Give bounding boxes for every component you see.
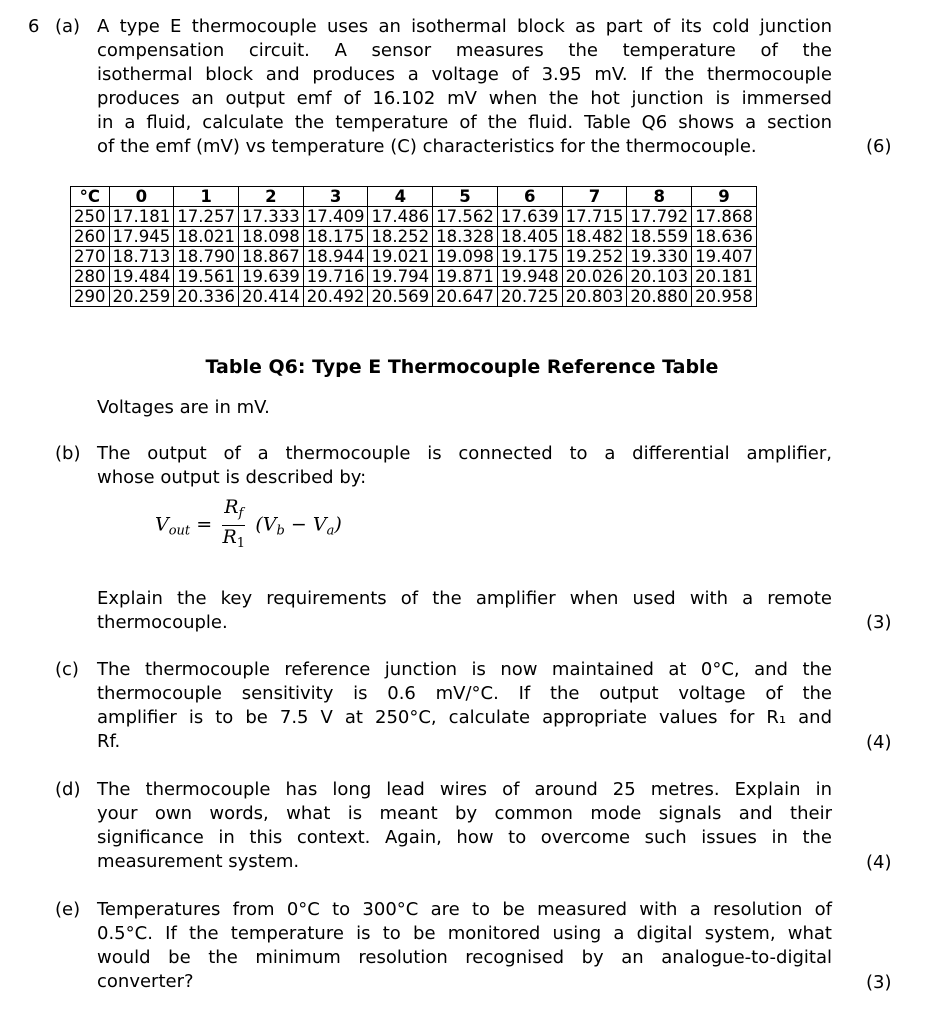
table-cell: 18.098 (238, 227, 303, 247)
part-b-explain-line: Explain the key requirements of the amplifier when used with a remote (97, 588, 832, 609)
eq-fraction (222, 496, 245, 555)
part-d-line: The thermocouple has long lead wires of around 25 metres. Explain in (97, 779, 832, 800)
table-cell: 18.867 (238, 247, 303, 267)
part-c-text (97, 658, 832, 754)
part-a-label: (a) (55, 16, 81, 37)
table-cell: 19.871 (433, 267, 498, 287)
table-header-cell: 8 (627, 187, 692, 207)
table-cell: 18.559 (627, 227, 692, 247)
part-a-line: produces an output emf of 16.102 mV when the hot junction is immersed (97, 88, 832, 109)
table-cell: 18.252 (368, 227, 433, 247)
table-cell: 20.803 (562, 287, 627, 307)
table-cell: 20.414 (238, 287, 303, 307)
table-cell: 20.103 (627, 267, 692, 287)
eq-rhs-sub-a: a (326, 523, 335, 539)
table-header-cell: 9 (692, 187, 757, 207)
table-row (71, 207, 757, 227)
table-cell: 19.561 (174, 267, 239, 287)
part-c-line: thermocouple sensitivity is 0.6 mV/°C. If the output voltage of the (97, 683, 832, 704)
eq-rhs-open: (V (255, 513, 277, 536)
part-e-marks: (3) (866, 972, 892, 993)
table-header-cell: 2 (238, 187, 303, 207)
part-b-text (97, 442, 832, 490)
table-temp-cell: 270 (71, 247, 110, 267)
part-a-line: of the emf (mV) vs temperature (C) characteristics for the thermocouple. (97, 136, 757, 157)
table-cell: 20.725 (497, 287, 562, 307)
part-d-text (97, 778, 832, 874)
part-c-line: amplifier is to be 7.5 V at 250°C, calculate appropriate values for R₁ and (97, 707, 832, 728)
part-c-line: Rf. (97, 731, 121, 752)
table-cell: 20.026 (562, 267, 627, 287)
eq-rhs-close: ) (334, 513, 342, 536)
table-cell: 17.409 (303, 207, 368, 227)
part-a-line: in a fluid, calculate the temperature of the fluid. Table Q6 shows a section (97, 112, 832, 133)
eq-num-sub: f (238, 506, 244, 521)
table-cell: 18.790 (174, 247, 239, 267)
part-d-line: measurement system. (97, 851, 300, 872)
table-caption: Table Q6: Type E Thermocouple Reference Table (205, 356, 719, 378)
part-a-line: A type E thermocouple uses an isothermal block as part of its cold junction (97, 16, 832, 37)
part-b-line: The output of a thermocouple is connected to a differential amplifier, (97, 443, 832, 464)
table-cell: 17.562 (433, 207, 498, 227)
part-e-label: (e) (55, 899, 81, 920)
table-cell: 18.328 (433, 227, 498, 247)
table-temp-cell: 290 (71, 287, 110, 307)
table-header-cell: 7 (562, 187, 627, 207)
table-cell: 17.945 (109, 227, 174, 247)
table-cell: 20.181 (692, 267, 757, 287)
table-cell: 18.713 (109, 247, 174, 267)
part-d-line: significance in this context. Again, how to overcome such issues in the (97, 827, 832, 848)
table-cell: 19.330 (627, 247, 692, 267)
part-e-text (97, 898, 832, 994)
part-c-marks: (4) (866, 732, 892, 753)
part-d-line: your own words, what is meant by common mode signals and their (97, 803, 832, 824)
table-temp-cell: 250 (71, 207, 110, 227)
eq-equals: = (196, 513, 213, 536)
table-cell: 18.405 (497, 227, 562, 247)
part-e-line: Temperatures from 0°C to 300°C are to be measured with a resolution of (97, 899, 832, 920)
part-c-line: The thermocouple reference junction is now maintained at 0°C, and the (97, 659, 832, 680)
table-header-row (71, 187, 757, 207)
table-cell: 19.175 (497, 247, 562, 267)
table-row (71, 227, 757, 247)
table-cell: 19.794 (368, 267, 433, 287)
eq-numerator (222, 496, 245, 526)
question-number: 6 (28, 16, 40, 37)
table-header-cell: 0 (109, 187, 174, 207)
table-body (71, 207, 757, 307)
table-cell: 17.181 (109, 207, 174, 227)
table-cell: 20.958 (692, 287, 757, 307)
table-cell: 18.944 (303, 247, 368, 267)
table-temp-cell: 260 (71, 227, 110, 247)
part-d-label: (d) (55, 779, 81, 800)
table-cell: 19.639 (238, 267, 303, 287)
part-e-line: 0.5°C. If the temperature is to be monitored using a digital system, what (97, 923, 832, 944)
table-cell: 20.647 (433, 287, 498, 307)
eq-denominator (222, 526, 245, 555)
table-header-cell: 5 (433, 187, 498, 207)
eq-lhs: V (155, 513, 169, 536)
part-b-line: whose output is described by: (97, 467, 367, 488)
part-b-label: (b) (55, 443, 81, 464)
table-header-cell: °C (71, 187, 110, 207)
eq-rhs-sub-b: b (276, 523, 285, 539)
table-cell: 17.486 (368, 207, 433, 227)
table-cell: 17.715 (562, 207, 627, 227)
part-a-line: compensation circuit. A sensor measures the temperature of the (97, 40, 832, 61)
table-cell: 19.407 (692, 247, 757, 267)
table-cell: 18.175 (303, 227, 368, 247)
table-row (71, 267, 757, 287)
table-header-cell: 3 (303, 187, 368, 207)
table-row (71, 247, 757, 267)
table-cell: 20.492 (303, 287, 368, 307)
part-b-explain (97, 587, 832, 635)
table-note: Voltages are in mV. (97, 397, 270, 418)
table-cell: 20.880 (627, 287, 692, 307)
table-cell: 17.792 (627, 207, 692, 227)
table-cell: 18.636 (692, 227, 757, 247)
reference-table (70, 186, 757, 307)
table-cell: 18.021 (174, 227, 239, 247)
table-cell: 17.868 (692, 207, 757, 227)
eq-num-r: R (224, 496, 239, 518)
eq-lhs-sub: out (168, 523, 191, 539)
part-b-explain-line: thermocouple. (97, 612, 228, 633)
amplifier-equation (155, 496, 342, 555)
table-cell: 18.482 (562, 227, 627, 247)
part-d-marks: (4) (866, 852, 892, 873)
table-cell: 19.098 (433, 247, 498, 267)
table-cell: 20.259 (109, 287, 174, 307)
table-cell: 19.948 (497, 267, 562, 287)
table-cell: 20.569 (368, 287, 433, 307)
eq-den-r: R (222, 526, 237, 548)
eq-den-sub: 1 (236, 536, 246, 551)
part-e-line: converter? (97, 971, 194, 992)
part-e-line: would be the minimum resolution recognised by an analogue-to-digital (97, 947, 832, 968)
table-cell: 19.252 (562, 247, 627, 267)
table-header-cell: 1 (174, 187, 239, 207)
table-row (71, 287, 757, 307)
part-a-text (97, 15, 832, 159)
table-cell: 17.639 (497, 207, 562, 227)
table-cell: 17.257 (174, 207, 239, 227)
table-cell: 17.333 (238, 207, 303, 227)
table-cell: 19.021 (368, 247, 433, 267)
table-header-cell: 6 (497, 187, 562, 207)
eq-rhs-minus: − V (284, 513, 327, 536)
table-cell: 19.716 (303, 267, 368, 287)
table-temp-cell: 280 (71, 267, 110, 287)
part-a-line: isothermal block and produces a voltage of 3.95 mV. If the thermocouple (97, 64, 832, 85)
part-b-marks: (3) (866, 612, 892, 633)
table-cell: 20.336 (174, 287, 239, 307)
table-cell: 19.484 (109, 267, 174, 287)
table-header-cell: 4 (368, 187, 433, 207)
part-c-label: (c) (55, 659, 79, 680)
part-a-marks: (6) (866, 136, 892, 157)
